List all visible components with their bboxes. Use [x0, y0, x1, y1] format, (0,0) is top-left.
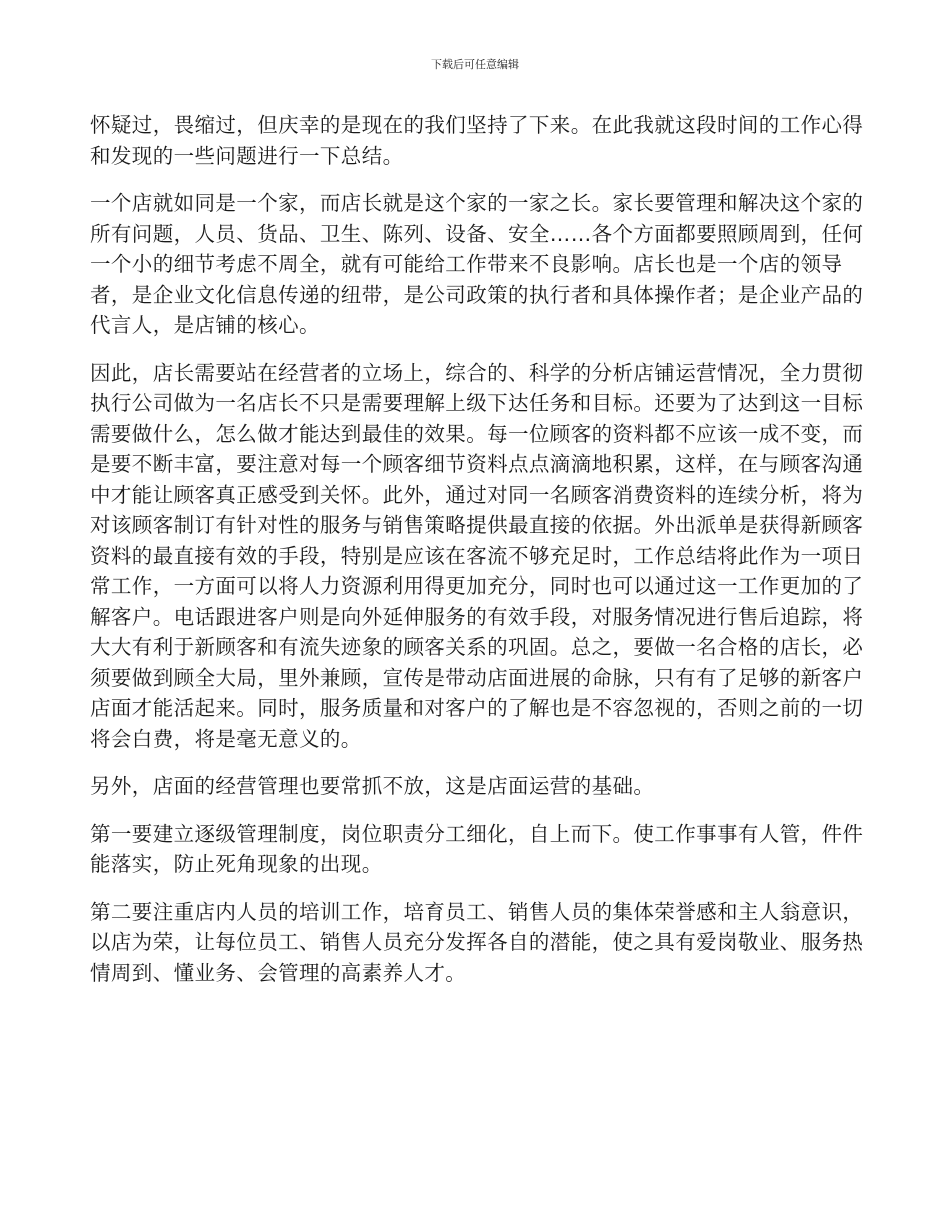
paragraph-6: 第二要注重店内人员的培训工作，培育员工、销售人员的集体荣誉感和主人翁意识，以店为荣，让每位员工、销售人员充分发挥各自的潜能，使之具有爱岗敬业、服务热情周到、懂业务、会管理的高素养人才。 [90, 899, 864, 985]
paragraph-2: 一个店就如同是一个家，而店长就是这个家的一家之长。家长要管理和解决这个家的所有问题，人员、货品、卫生、陈列、设备、安全……各个方面都要照顾周到，任何一个小的细节考虑不周全，就有可能给工作带来不良影响。店长也是一个店的领导者，是企业文化信息传递的纽带，是公司政策的执行者和具体操作者；是企业产品的代言人，是店铺的核心。 [90, 191, 864, 337]
paragraph-3: 因此，店长需要站在经营者的立场上，综合的、科学的分析店铺运营情况，全力贯彻执行公司做为一名店长不只是需要理解上级下达任务和目标。还要为了达到这一目标需要做什么，怎么做才能达到最佳的效果。每一位顾客的资料都不应该一成不变，而是要不断丰富，要注意对每一个顾客细节资料点点滴滴地积累，这样，在与顾客沟通中才能让顾客真正感受到关怀。此外，通过对同一名顾客消费资料的连续分析，将为对该顾客制订有针对性的服务与销售策略提供最直接的依据。外出派单是获得新顾客资料的最直接有效的手段，特别是应该在客流不够充足时，工作总结将此作为一项日常工作，一方面可以将人力资源利用得更加充分，同时也可以通过这一工作更加的了解客户。电话跟进客户则是向外延伸服务的有效手段，对服务情况进行售后追踪，将大大有利于新顾客和有流失迹象的顾客关系的巩固。总之，要做一名合格的店长，必须要做到顾全大局，里外兼顾，宣传是带动店面进展的命脉，只有有了足够的新客户店面才能活起来。同时，服务质量和对客户的了解也是不容忽视的，否则之前的一切将会白费，将是毫无意义的。 [90, 360, 864, 751]
document-body [90, 110, 865, 988]
paragraph-5: 第一要建立逐级管理制度，岗位职责分工细化，自上而下。使工作事事有人管，件件能落实，防止死角现象的出现。 [90, 821, 864, 876]
paragraph-1: 怀疑过，畏缩过，但庆幸的是现在的我们坚持了下来。在此我就这段时间的工作心得和发现的一些问题进行一下总结。 [90, 113, 864, 168]
page-header-note: 下载后可任意编辑 [431, 58, 519, 71]
paragraph-4: 另外，店面的经营管理也要常抓不放，这是店面运营的基础。 [90, 774, 655, 798]
